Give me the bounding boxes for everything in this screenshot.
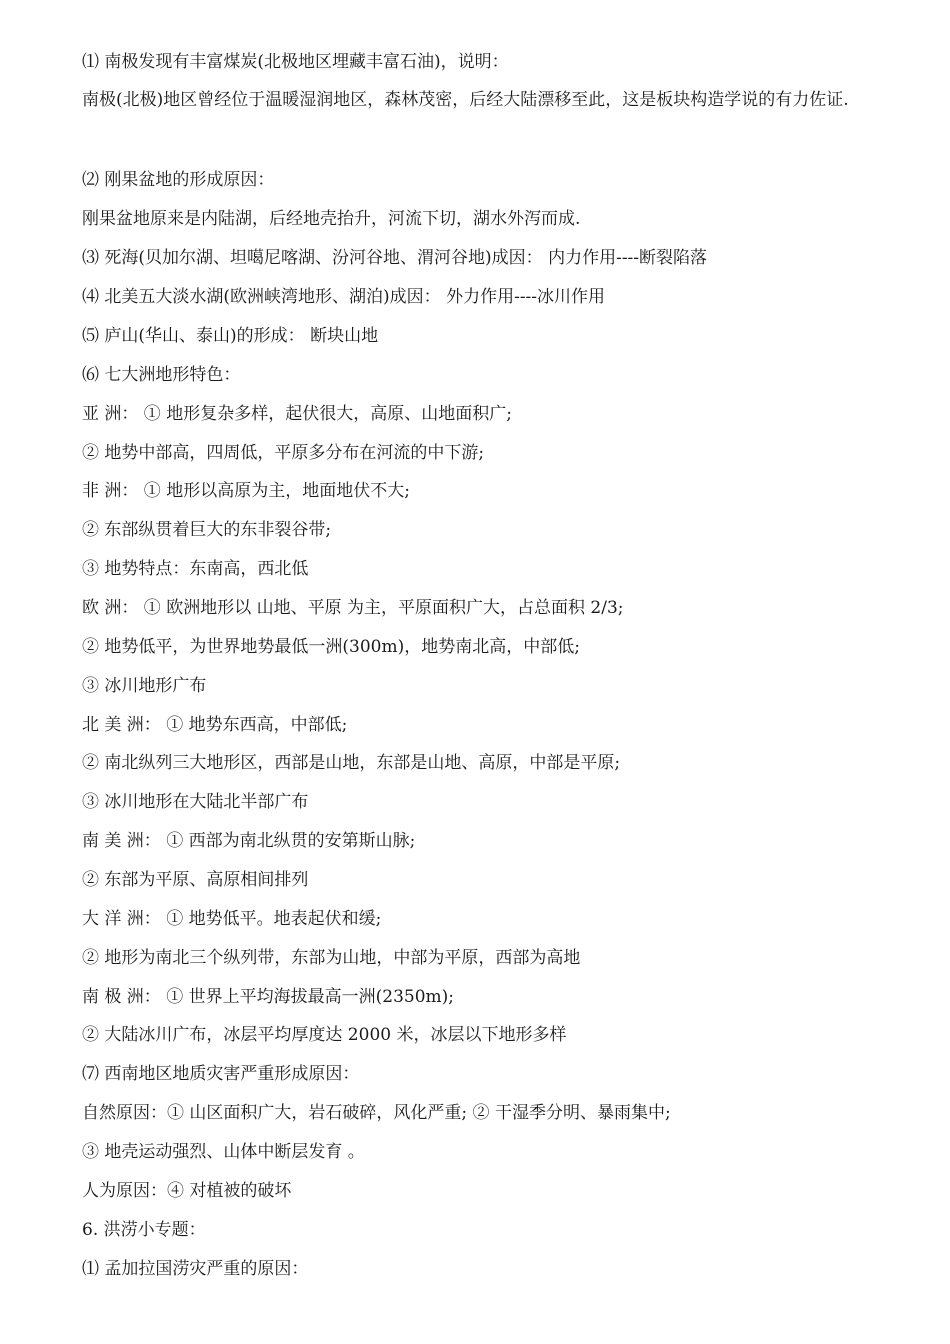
text-line: 大 洋 洲： ① 地势低平。地表起伏和缓;: [82, 909, 382, 929]
text-line: ③ 地壳运动强烈、山体中断层发育 。: [82, 1142, 365, 1162]
text-line: ⑹ 七大洲地形特色：: [82, 365, 241, 385]
text-line: ③ 冰川地形在大陆北半部广布: [82, 792, 309, 812]
text-line: ② 大陆冰川广布，冰层平均厚度达 2000 米，冰层以下地形多样: [82, 1025, 567, 1045]
text-line: 刚果盆地原来是内陆湖，后经地壳抬升，河流下切，湖水外泻而成.: [82, 209, 581, 229]
text-line: ⑴ 孟加拉国涝灾严重的原因：: [82, 1259, 309, 1279]
text-line: 非 洲： ① 地形以高原为主，地面地伏不大;: [82, 481, 410, 501]
text-line: 自然原因：① 山区面积广大，岩石破碎，风化严重; ② 干湿季分明、暴雨集中;: [82, 1103, 671, 1123]
text-line: ② 东部为平原、高原相间排列: [82, 870, 309, 890]
text-line: ⑷ 北美五大淡水湖(欧洲峡湾地形、湖泊)成因： 外力作用----冰川作用: [82, 287, 606, 307]
text-line: 南 极 洲： ① 世界上平均海拔最高一洲(2350m);: [82, 987, 454, 1007]
text-line: ⑺ 西南地区地质灾害严重形成原因：: [82, 1064, 360, 1084]
text-line: ⑴ 南极发现有丰富煤炭(北极地区埋藏丰富石油)，说明：: [82, 52, 509, 72]
text-line: ⑵ 刚果盆地的形成原因：: [82, 170, 275, 190]
text-line: ⑸ 庐山(华山、泰山)的形成： 断块山地: [82, 326, 379, 346]
text-line: 欧 洲： ① 欧洲地形以 山地、平原 为主，平原面积广大，占总面积 2/3;: [82, 598, 624, 618]
text-line: ③ 冰川地形广布: [82, 676, 207, 696]
text-line: ② 地势中部高，四周低，平原多分布在河流的中下游;: [82, 443, 485, 463]
text-line: ② 地形为南北三个纵列带，东部为山地，中部为平原，西部为高地: [82, 948, 581, 968]
text-line: 北 美 洲： ① 地势东西高，中部低;: [82, 715, 348, 735]
text-line: ② 南北纵列三大地形区，西部是山地，东部是山地、高原，中部是平原;: [82, 753, 621, 773]
text-line: 亚 洲： ① 地形复杂多样，起伏很大，高原、山地面积广;: [82, 404, 512, 424]
text-line: ⑶ 死海(贝加尔湖、坦噶尼喀湖、汾河谷地、渭河谷地)成因： 内力作用----断裂陷落: [82, 248, 708, 268]
text-line: ② 东部纵贯着巨大的东非裂谷带;: [82, 520, 332, 540]
text-line: ③ 地势特点：东南高，西北低: [82, 559, 309, 579]
section-heading: 6. 洪涝小专题：: [82, 1220, 206, 1240]
text-paragraph: 南极(北极)地区曾经位于温暖湿润地区，森林茂密，后经大陆漂移至此，这是板块构造学说的有力佐证.: [82, 90, 849, 110]
text-line: 南 美 洲： ① 西部为南北纵贯的安第斯山脉;: [82, 831, 416, 851]
text-line: 人为原因：④ 对植被的破坏: [82, 1181, 292, 1201]
text-line: ② 地势低平，为世界地势最低一洲(300m)，地势南北高，中部低;: [82, 637, 580, 657]
